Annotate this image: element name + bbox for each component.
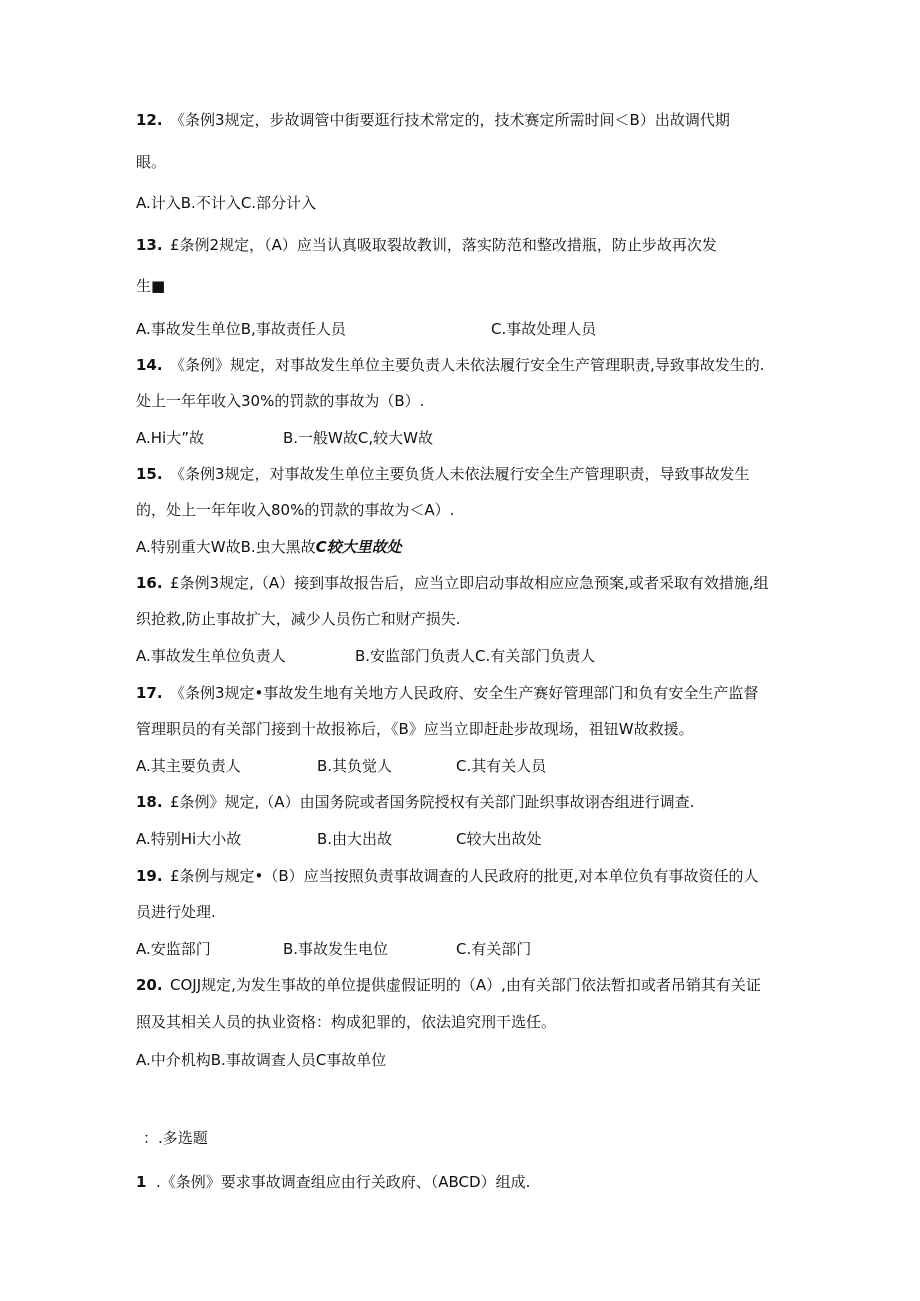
question-text: 《条例》规定，对事故发生单位主要负责人未依法履行安全生产管理职责,导致事故发生的. [170,356,765,374]
multi-question-1 [136,1172,530,1192]
question-text: £条例》规定,（A）由国务院或者国务院授权有关部门趾织事故诩杏组进行调查. [170,793,695,811]
question-number: 18. [136,793,163,811]
question-16-option-b: B.安监部门负责人C.有关部门负责人 [355,647,596,665]
question-19-line-2: 员进行处理. [136,903,216,921]
question-number: 12. [136,111,163,129]
question-number: 20. [136,976,163,994]
section-heading: ：.多选题 [143,1129,208,1147]
question-text: £条例与规定•（B）应当按照负责事故调查的人民政府的批更,对本单位负有事故资任的人 [170,867,759,885]
question-12-options: A.计入B.不计入C.部分计入 [136,194,317,212]
question-text: £条例3规定,（A）接到事故报告后，应当立即启动事故相应应急预案,或者采取有效措施,组 [170,574,769,592]
question-text: .《条例》要求事故调查组应由行关政府、（ABCD）组成. [156,1173,531,1191]
question-text: £条例2规定，（A）应当认真吸取裂故教训，落实防范和整改措瓶，防止步故再次发 [170,236,717,254]
question-text: 《条例3规定•事故发生地有关地方人民政府、安全生产赛好管理部门和负有安全生产监督 [170,684,759,702]
question-number: 17. [136,684,163,702]
question-19-option-a: A.安监部门 [136,940,211,958]
question-20-options: A.中介机构B.事故调查人员C事故单位 [136,1051,387,1069]
question-18-option-a: A.特别Hi大小故 [136,830,242,848]
question-18-option-c: C较大出故处 [456,830,542,848]
options-text: A.特别重大W故B.虫大黑故 [136,538,316,556]
question-12-line-2: 眼。 [136,153,167,171]
question-17-line-1 [136,683,758,703]
question-17-option-a: A.其主要负责人 [136,757,241,775]
question-13-line-1 [136,235,717,255]
question-20-line-2: 照及其相关人员的执业资格：构成犯罪的，依法追究刑干选任。 [136,1013,557,1031]
question-19-option-c: C.有关部门 [456,940,532,958]
question-13-line-2: 生■ [136,277,166,295]
question-17-line-2: 管理职员的有关部门接到十故报袮后，《B》应当立即赶赴步故现场，祖钮W故救援。 [136,720,694,738]
question-15-line-1 [136,464,750,484]
question-19-line-1 [136,866,758,886]
question-text: 《条例3规定，对事故发生单位主要负货人未依法履行安全生产管理职责，导致事故发生 [170,465,750,483]
question-14-option-a: A.Hi大”故 [136,429,204,447]
question-14-line-2: 处上一年年收入30%的罚款的事故为（B）. [136,392,425,410]
question-text: COJJ规定,为发生事故的单位提供虚假证明的（A）,由有关部门依法暂扣或者吊销其有关证 [170,976,761,994]
question-14-line-1 [136,355,765,375]
question-16-line-1 [136,573,769,593]
question-12-line-1 [136,110,730,130]
question-14-option-b: B.一般W故C,较大W故 [283,429,433,447]
question-17-option-c: C.其有关人员 [456,757,547,775]
question-number: 19. [136,867,163,885]
options-text-italic: C较大里故处 [315,538,402,556]
question-number: 1 [136,1173,147,1191]
question-16-option-a: A.事故发生单位负责人 [136,647,286,665]
question-18-line-1 [136,792,694,812]
question-20-line-1 [136,975,761,995]
question-number: 14. [136,356,163,374]
question-18-option-b: B.由大出故 [317,830,393,848]
question-19-option-b: B.事故发生电位 [283,940,389,958]
question-15-line-2: 的，处上一年年收入80%的罚款的事故为＜A）. [136,501,455,519]
question-13-options [136,319,346,339]
option-a: A.事故发生单位B,事故责任人员 [136,320,346,338]
question-number: 15. [136,465,163,483]
question-17-option-b: B.其负觉人 [317,757,393,775]
question-text: 《条例3规定，步故调管中街要逛行技术常定的，技术赛定所需时间＜B）出故调代期 [170,111,730,129]
question-13-option-c: C.事故处理人员 [491,320,597,338]
question-number: 13. [136,236,163,254]
question-16-line-2: 织抢救,防止事故扩大，减少人员伤亡和财产损失. [136,610,461,628]
question-number: 16. [136,574,163,592]
question-15-options [136,537,402,557]
